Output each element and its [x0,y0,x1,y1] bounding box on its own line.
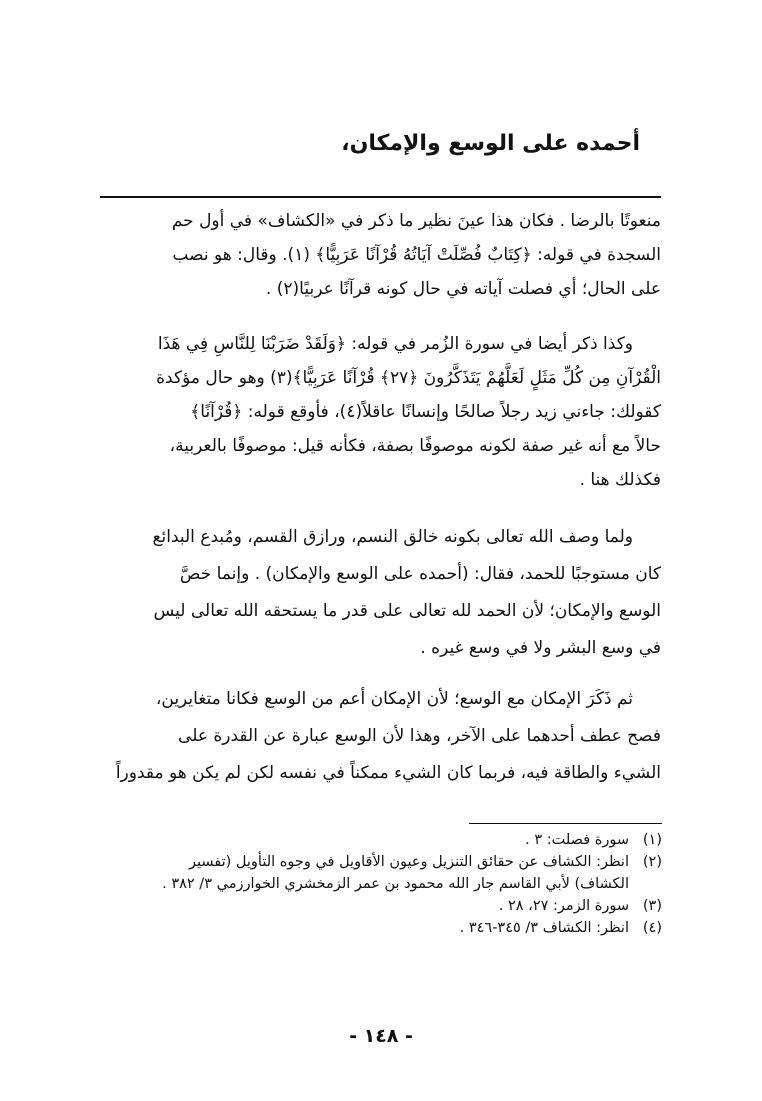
text-line: وكذا ذكر أيضا في سورة الزُمر في قوله: ﴿وَلَقَدْ ضَرَبْنَا لِلنَّاسِ فِي هَذَا [157,334,633,354]
footnote-number: (٤) [642,920,662,936]
text-line: كقولك: جاءني زيد رجلاً صالحًا وإنسانًا عاقلاً(٤)، فأوقع قوله: ﴿قُرْآنًا﴾ [190,402,661,422]
running-title: أحمده على الوسع والإمكان، [341,131,640,156]
paragraph-1 [100,204,661,306]
paragraph-3 [100,519,661,667]
text-line: الوسع والإمكان؛ لأن الحمد لله تعالى على قدر ما يستحقه الله تعالى ليس [153,601,661,621]
text-line: الشيء والطاقة فيه، فربما كان الشيء ممكناً في نفسه لكن لم يكن هو مقدوراً [115,763,661,783]
text-line: في وسع البشر ولا في وسع غيره . [420,638,661,658]
text-line: حالاً مع أنه غير صفة لكونه موصوفًا بصفة، فكأنه قيل: موصوفًا بالعربية، [169,436,661,456]
footnote-number: (٣) [642,898,662,914]
text-line: فصح عطف أحدهما على الآخر، وهذا لأن الوسع عبارة عن القدرة على [178,726,661,746]
text-line: ولما وصف الله تعالى بكونه خالق النسم، ورازق القسم، ومُبدع البدائع [152,527,633,547]
text-line: السجدة في قوله: ﴿كِتَابٌ فُصِّلَتْ آيَاتُهُ قُرْآنًا عَرَبِيًّا﴾ (١). وقال: هو نصب [172,245,661,265]
text-line: كان مستوجبًا للحمد، فقال: (أحمده على الوسع والإمكان) . وإنما خصَّ [179,564,661,584]
text-line: منعوتًا بالرضا . فكان هذا عينَ نظير ما ذكر في «الكشاف» في أول حم [171,211,661,231]
footnote-text: سورة الزمر: ٢٧، ٢٨ . [498,898,629,914]
footnote-text: انظر: الكشاف ٣/ ٣٤٥-٣٤٦ . [459,920,629,936]
footnote-divider [469,823,662,824]
footnote-1 [100,829,662,851]
footnote-number: (٢) [642,854,662,870]
footnote-2 [100,851,662,873]
paragraph-4 [100,681,661,792]
footnote-2-continuation: الكشاف) لأبي القاسم جار الله محمود بن عمر الزمخشري الخوارزمي ٣/ ٣٨٢ . [162,876,629,892]
footnote-text: انظر: الكشاف عن حقائق التنزيل وعيون الأقاويل في وجوه التأويل (تفسير [188,854,629,870]
text-line: الْقُرْآنِ مِن كُلِّ مَثَلٍ لَعَلَّهُمْ يَتَذَكَّرُونَ ﴿٢٧﴾ قُرْآنًا عَرَبِيًّا﴾(٣) وهو حال مؤكدة [156,368,661,388]
text-line: فكذلك هنا . [579,470,661,490]
page-number: - ١٤٨ - [349,1025,413,1047]
footnotes [100,829,662,939]
text-line: على الحال؛ أي فصلت آياته في حال كونه قرآنًا عربيًا(٢) . [265,279,661,299]
footnote-number: (١) [642,832,662,848]
footnote-3 [100,895,662,917]
main-text [100,204,661,792]
footnote-text: سورة فصلت: ٣ . [525,832,629,848]
header-divider [100,196,661,198]
text-line: ثم ذَكَرَ الإمكان مع الوسع؛ لأن الإمكان أعم من الوسع فكانا متغايرين، [155,689,633,709]
paragraph-2 [100,327,661,497]
footnote-4 [100,917,662,939]
